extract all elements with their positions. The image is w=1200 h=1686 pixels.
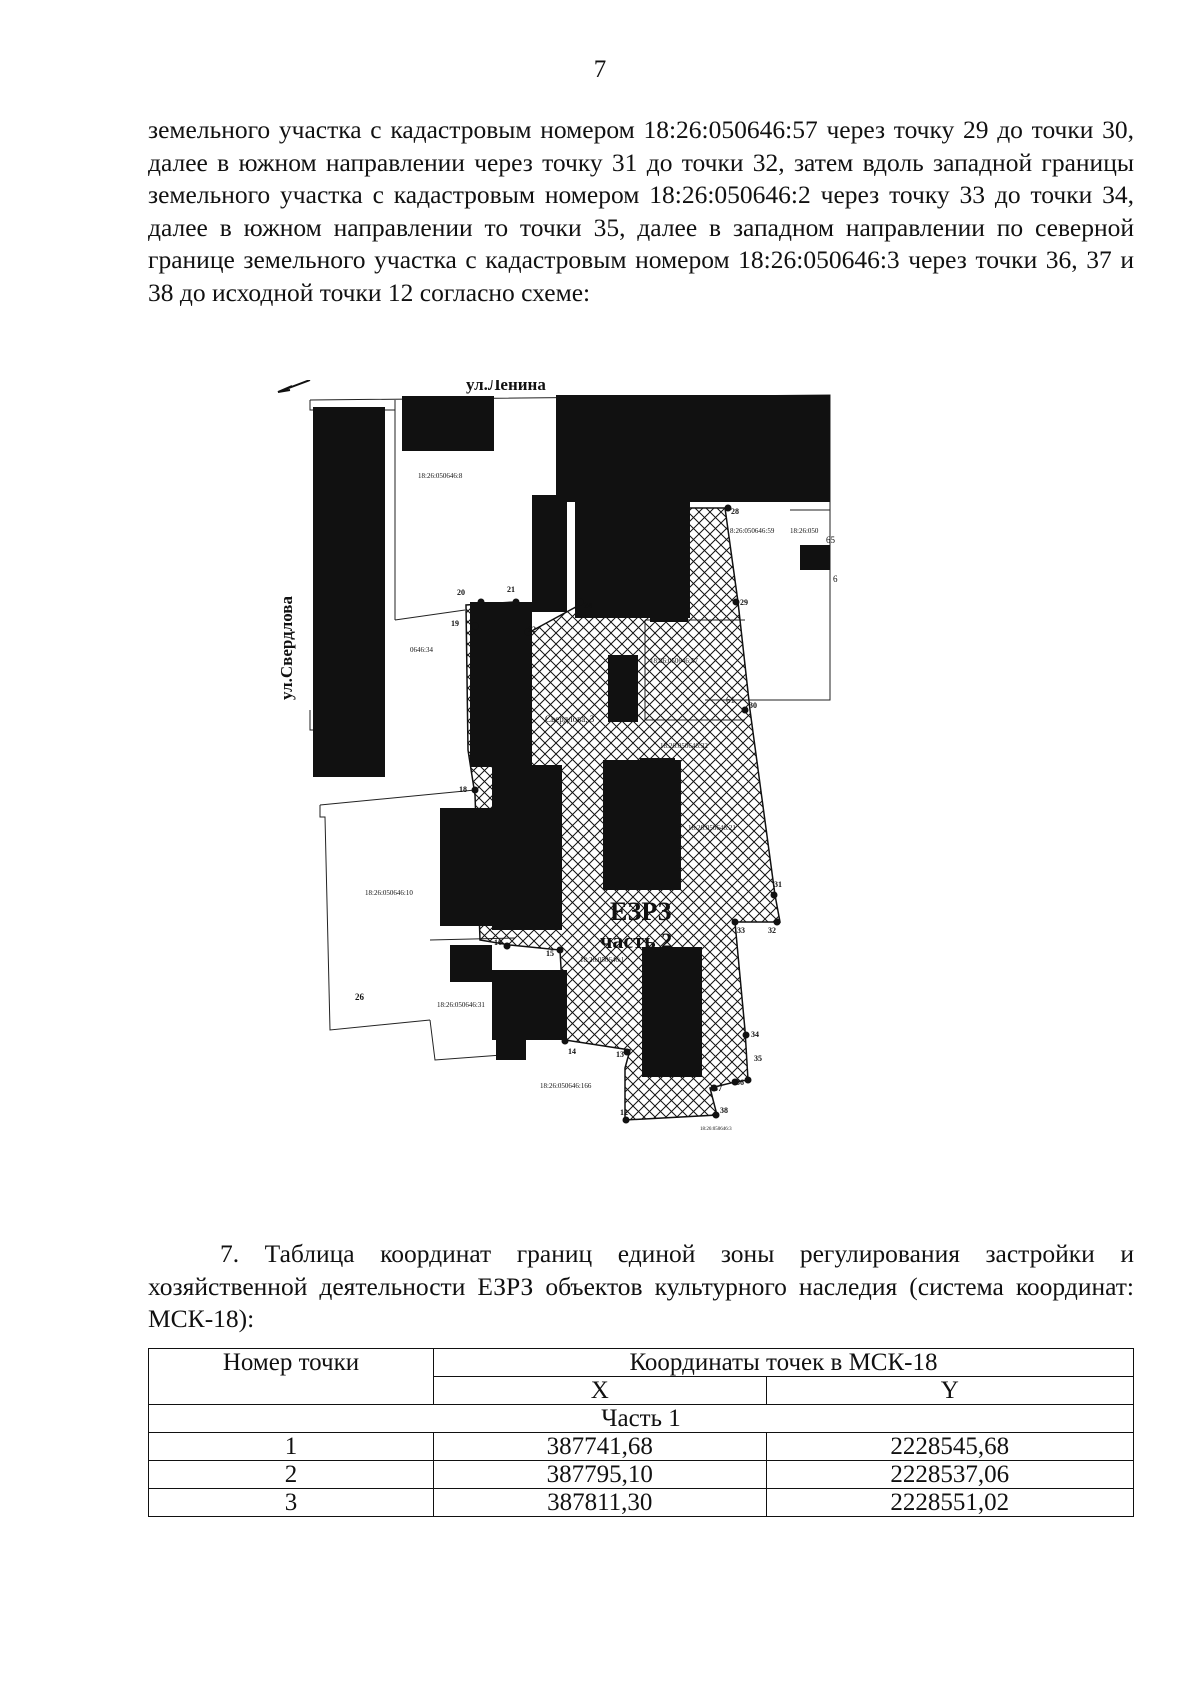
parcel-label: 18:26:050646:31: [437, 1001, 485, 1009]
point-label: 21: [507, 585, 515, 594]
coordinates-table: [148, 1348, 1134, 1517]
building: [642, 947, 702, 1077]
point-label: 12: [620, 1108, 628, 1117]
part-label: Часть 1: [149, 1405, 1134, 1433]
table-row: [149, 1461, 1134, 1489]
building: [650, 592, 688, 622]
parcel-label: 18:26:050646:32: [660, 742, 708, 750]
cell-num: 3: [149, 1489, 434, 1517]
cell-x: 387811,30: [434, 1489, 767, 1517]
cell-y: 2228537,06: [766, 1461, 1133, 1489]
point-label: 28: [731, 507, 739, 516]
building: [532, 495, 567, 612]
cell-x: 387741,68: [434, 1433, 767, 1461]
section-text: 7. Таблица координат границ единой зоны регулирования застройки и хозяйственной деятельности ЕЗРЗ объектов культурного наследия (система координат: МСК-18):: [148, 1239, 1134, 1333]
parcel-label: 18:26:050646:10: [365, 889, 413, 897]
zone-label-ezrz: ЕЗРЗ: [610, 897, 672, 926]
cell-num: 2: [149, 1461, 434, 1489]
cell-num: 1: [149, 1433, 434, 1461]
point-label: 22: [528, 625, 536, 634]
building: [496, 1040, 526, 1060]
parcel-label: 18:26:050646:57: [650, 657, 698, 665]
header-coordinates: Координаты точек в МСК-18: [434, 1349, 1134, 1377]
cell-x: 387795,10: [434, 1461, 767, 1489]
section-heading-paragraph: [148, 1238, 1134, 1336]
point-label: 34: [751, 1030, 759, 1039]
table-row: [149, 1489, 1134, 1517]
zone-label-part: часть 2: [600, 928, 673, 953]
building: [450, 945, 492, 982]
building: [313, 407, 385, 777]
parcel-label: 65: [826, 535, 835, 545]
parcel-label: 18:26:050646:1: [580, 956, 625, 964]
parcel-label: 18:26:050646:8: [418, 472, 463, 480]
point-label: 35: [754, 1054, 762, 1063]
point-label: 16: [494, 938, 502, 947]
point-label: 24: [584, 601, 592, 610]
building: [470, 602, 532, 767]
point-label: 19: [451, 619, 459, 628]
parcel-label: 6: [833, 574, 838, 584]
point-label: 15: [546, 949, 554, 958]
street-label-sverdlova: ул.Свердлова: [277, 596, 296, 700]
parcel-label: 18:26:050646:21: [688, 824, 736, 832]
parcel-label: 8:26:050646:59: [730, 527, 775, 535]
cell-y: 2228545,68: [766, 1433, 1133, 1461]
zone-scheme-map: [270, 380, 920, 1230]
point-label: 38: [720, 1106, 728, 1115]
building: [800, 545, 830, 570]
point-label: 30: [749, 701, 757, 710]
page-number: 7: [593, 56, 607, 83]
parcel-label: 18:26:050: [790, 527, 819, 535]
point-label: 36: [736, 1078, 744, 1087]
building: [492, 970, 567, 1040]
point-label: 13: [616, 1050, 624, 1059]
header-y: Y: [766, 1377, 1133, 1405]
point-label: 32: [768, 926, 776, 935]
parcel-label: Свердлова, 3: [545, 714, 595, 724]
header-point-number: Номер точки: [149, 1349, 434, 1405]
point-label: 14: [568, 1047, 576, 1056]
parcel-label: 18:26:050646:166: [540, 1082, 592, 1090]
building: [556, 395, 830, 502]
building: [608, 655, 638, 722]
building: [492, 765, 562, 930]
point-label: 18: [459, 785, 467, 794]
cell-y: 2228551,02: [766, 1489, 1133, 1517]
street-label-lenina: ул.Ленина: [466, 380, 546, 394]
building: [640, 758, 675, 783]
parcel-label: 26: [355, 992, 364, 1002]
point-label: 37: [714, 1084, 722, 1093]
header-x: X: [434, 1377, 767, 1405]
point-label: 29: [740, 598, 748, 607]
body-paragraph: земельного участка с кадастровым номером 18:26:050646:57 через точку 29 до точки 30, далее в южном направлении через точку 31 до точки 32, затем вдоль западной границы земельного участка с кадастровым номером 18:26:050646:2 через точку 33 до точки 34, далее в южном направлении то точки 35, далее в западном направлении по северной границе земельного участка с кадастровым номером 18:26:050646:3 через точки 36, 37 и 38 до исходной точки 12 согласно схеме:: [148, 115, 1134, 307]
table-row: [149, 1433, 1134, 1461]
point-label: 31: [774, 880, 782, 889]
parcel-label: 18:26:050646:3: [700, 1127, 732, 1132]
building: [440, 808, 492, 926]
point-label: 33: [737, 926, 745, 935]
point-label: 20: [457, 588, 465, 597]
north-arrow-icon: [278, 380, 310, 392]
parcel-label: 61: [726, 695, 735, 705]
building: [402, 396, 494, 451]
parcel-label: 0646:34: [410, 646, 433, 654]
